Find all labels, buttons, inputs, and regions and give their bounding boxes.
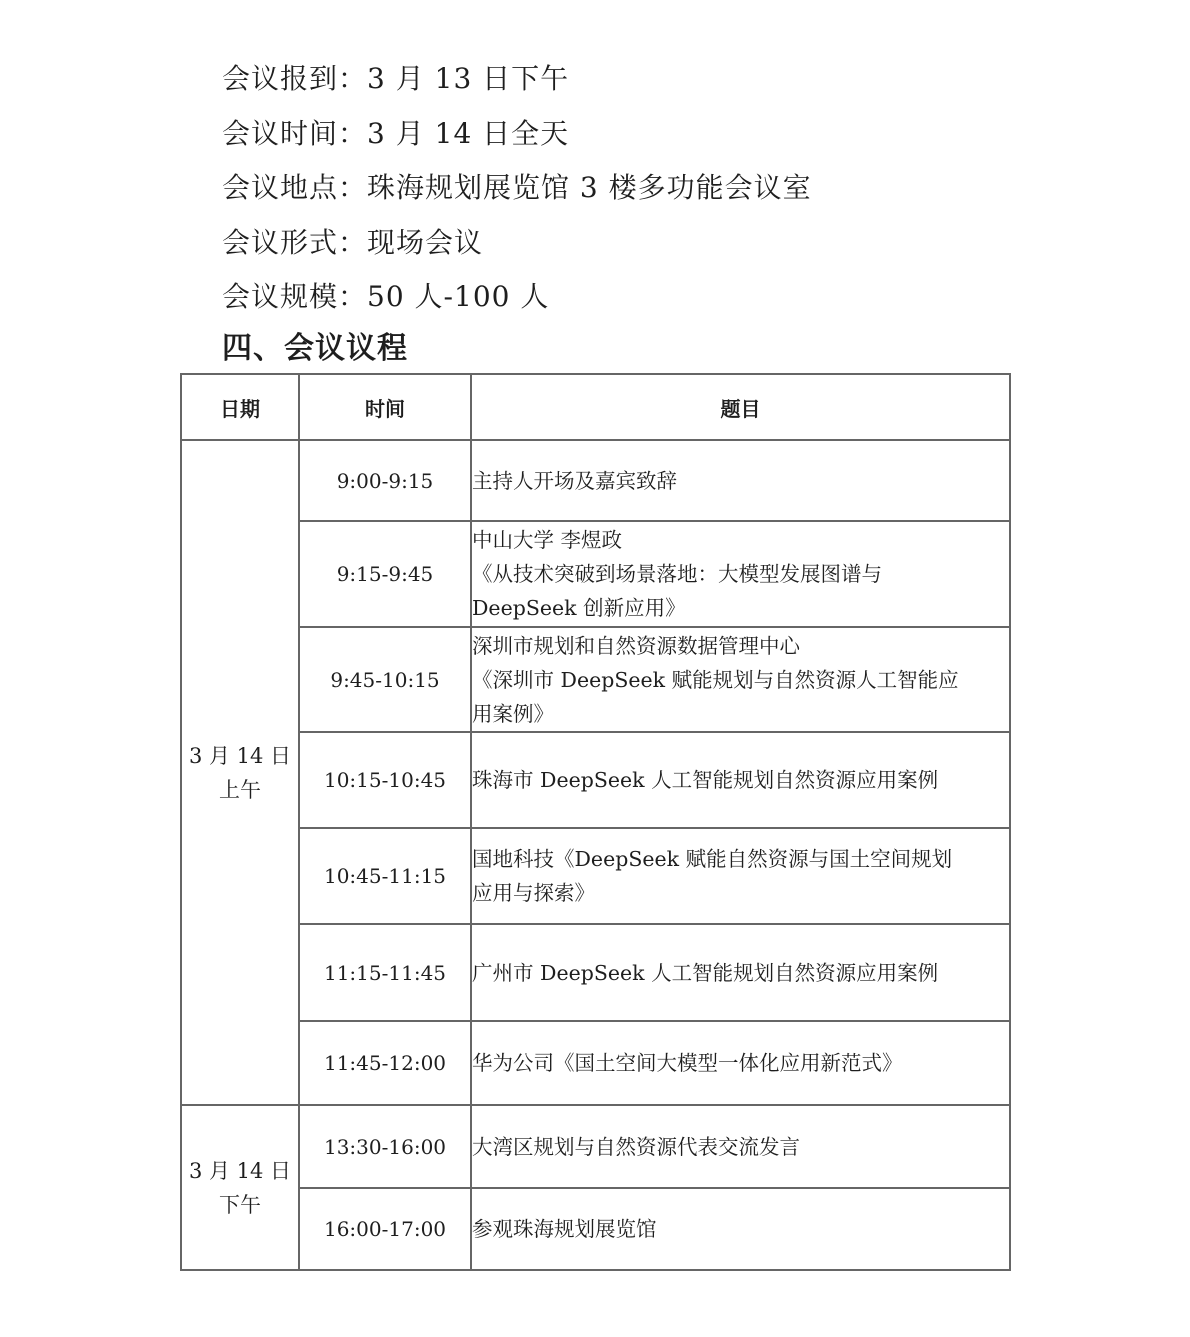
info-label: 会议报到：	[222, 62, 368, 95]
info-value: 现场会议	[367, 225, 484, 259]
info-format	[222, 216, 1022, 271]
meeting-info	[222, 52, 1022, 325]
topic-line: 深圳市规划和自然资源数据管理中心	[472, 633, 800, 658]
topic-line: 珠海市 DeepSeek 人工智能规划自然资源应用案例	[472, 768, 939, 792]
time-cell: 10:45-11:15	[299, 828, 471, 924]
topic-cell	[471, 1021, 1010, 1105]
time-cell: 9:00-9:15	[299, 440, 471, 521]
info-scale	[222, 270, 1022, 325]
table-row	[181, 627, 1010, 732]
table-row	[181, 1021, 1010, 1105]
info-value: 珠海规划展览馆 3 楼多功能会议室	[367, 171, 812, 205]
topic-line: 参观珠海规划展览馆	[472, 1217, 657, 1241]
info-label: 会议形式：	[222, 225, 368, 259]
table-row	[181, 1188, 1010, 1270]
info-label: 会议地点：	[222, 171, 368, 205]
info-value: 3 月 13 日下午	[367, 62, 570, 95]
date-period: 下午	[219, 1192, 261, 1217]
topic-line: 应用与探索》	[472, 881, 595, 905]
topic-line: DeepSeek 创新应用》	[472, 596, 686, 620]
table-row	[181, 440, 1010, 521]
topic-cell	[471, 828, 1010, 924]
time-cell: 10:15-10:45	[299, 732, 471, 828]
table-row	[181, 924, 1010, 1021]
agenda-table	[180, 373, 1011, 1271]
topic-cell	[471, 627, 1010, 732]
date-line: 3 月 14 日	[188, 743, 292, 768]
date-period: 上午	[219, 777, 261, 802]
table-row	[181, 1105, 1010, 1188]
info-value: 3 月 14 日全天	[367, 116, 570, 150]
time-cell: 9:15-9:45	[299, 521, 471, 627]
topic-cell	[471, 732, 1010, 828]
topic-line: 《深圳市 DeepSeek 赋能规划与自然资源人工智能应	[472, 667, 959, 692]
header-date: 日期	[181, 374, 299, 440]
topic-cell	[471, 521, 1010, 627]
info-location	[222, 161, 1022, 216]
date-cell-morning	[181, 440, 299, 1105]
table-row	[181, 828, 1010, 924]
table-row	[181, 521, 1010, 627]
time-cell: 11:15-11:45	[299, 924, 471, 1021]
time-cell: 11:45-12:00	[299, 1021, 471, 1105]
topic-line: 广州市 DeepSeek 人工智能规划自然资源应用案例	[472, 960, 939, 985]
time-cell: 13:30-16:00	[299, 1105, 471, 1188]
topic-cell	[471, 1188, 1010, 1270]
topic-line: 华为公司《国土空间大模型一体化应用新范式》	[472, 1051, 903, 1075]
topic-line: 主持人开场及嘉宾致辞	[472, 468, 677, 493]
info-time	[222, 107, 1022, 162]
topic-line: 《从技术突破到场景落地：大模型发展图谱与	[472, 562, 882, 586]
topic-cell	[471, 924, 1010, 1021]
time-cell: 16:00-17:00	[299, 1188, 471, 1270]
table-header-row	[181, 374, 1010, 440]
topic-line: 中山大学 李煜政	[472, 528, 623, 552]
topic-line: 大湾区规划与自然资源代表交流发言	[472, 1134, 800, 1159]
header-topic: 题目	[471, 374, 1010, 440]
header-time: 时间	[299, 374, 471, 440]
time-cell: 9:45-10:15	[299, 627, 471, 732]
info-label: 会议时间：	[222, 116, 368, 150]
topic-cell	[471, 440, 1010, 521]
topic-cell	[471, 1105, 1010, 1188]
topic-line: 用案例》	[472, 701, 554, 726]
info-value: 50 人-100 人	[367, 280, 550, 314]
info-registration	[222, 52, 1022, 107]
section-heading: 四、会议议程	[222, 331, 408, 366]
table-row	[181, 732, 1010, 828]
date-line: 3 月 14 日	[188, 1158, 292, 1183]
topic-line: 国地科技《DeepSeek 赋能自然资源与国土空间规划	[472, 847, 953, 871]
date-cell-afternoon	[181, 1105, 299, 1270]
info-label: 会议规模：	[222, 280, 368, 314]
